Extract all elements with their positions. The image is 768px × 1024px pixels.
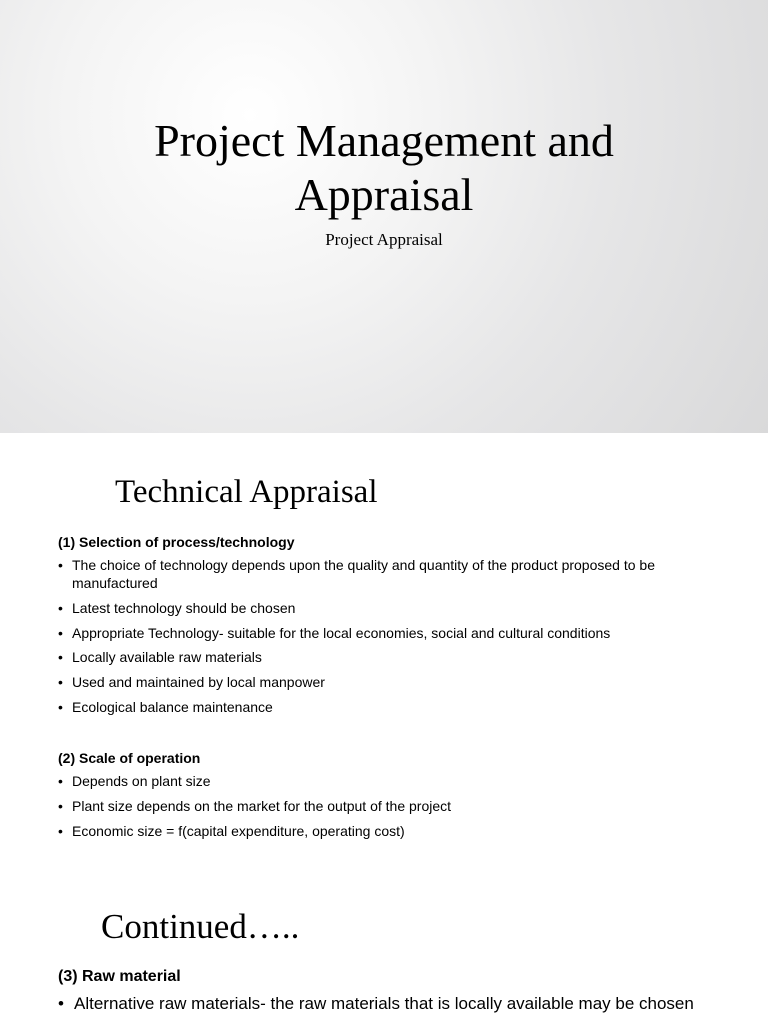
bullet-list — [58, 556, 708, 716]
list-item — [58, 624, 708, 642]
list-item-text: Alternative raw materials- the raw materials that is locally available may be chosen — [74, 994, 694, 1013]
list-item-text: Appropriate Technology- suitable for the local economies, social and cultural conditions — [72, 624, 611, 641]
list-item-text: Plant size depends on the market for the output of the project — [72, 797, 452, 814]
list-item-text: Ecological balance maintenance — [72, 698, 273, 715]
list-item-text: The choice of technology depends upon the quality and quantity of the product proposed to be manufactured — [72, 557, 655, 591]
bullet-icon: • — [58, 773, 63, 789]
list-item — [58, 772, 708, 790]
bullet-icon: • — [58, 624, 63, 641]
bullet-icon: • — [58, 994, 64, 1013]
main-title-line-2: Appraisal — [294, 169, 474, 220]
list-item — [58, 556, 708, 592]
bullet-icon: • — [58, 599, 63, 616]
list-item-text: Depends on plant size — [72, 773, 211, 789]
list-item — [58, 797, 708, 815]
slide-heading: Technical Appraisal — [115, 474, 378, 510]
section-scale-of-operation — [58, 749, 708, 846]
list-item — [58, 822, 708, 840]
bullet-icon: • — [58, 674, 63, 691]
title-slide — [0, 0, 768, 433]
bullet-icon: • — [58, 822, 63, 839]
continued-slide — [0, 880, 768, 1024]
section-heading: (2) Scale of operation — [58, 750, 201, 766]
subtitle: Project Appraisal — [325, 230, 443, 249]
main-title — [60, 114, 708, 222]
section-heading: (1) Selection of process/technology — [58, 534, 295, 550]
bullet-icon: • — [58, 557, 63, 573]
list-item — [58, 673, 708, 691]
list-item-text: Locally available raw materials — [72, 649, 262, 666]
section-process-technology — [58, 533, 708, 723]
bullet-icon: • — [58, 649, 63, 666]
list-item-text: Used and maintained by local manpower — [72, 674, 325, 691]
list-item — [58, 648, 708, 666]
bullet-icon: • — [58, 797, 63, 814]
list-item — [58, 993, 708, 1014]
slide-heading: Continued….. — [101, 907, 300, 946]
technical-appraisal-slide — [0, 433, 768, 880]
list-item-text: Latest technology should be chosen — [72, 599, 296, 616]
list-item-text: Economic size = f(capital expenditure, operating cost) — [72, 822, 405, 839]
bullet-list — [58, 993, 708, 1014]
bullet-list — [58, 772, 708, 840]
bullet-icon: • — [58, 698, 63, 715]
main-title-line-1: Project Management and — [154, 115, 614, 166]
section-heading: (3) Raw material — [58, 968, 181, 985]
list-item — [58, 698, 708, 716]
list-item — [58, 599, 708, 617]
section-raw-material — [58, 966, 708, 1021]
